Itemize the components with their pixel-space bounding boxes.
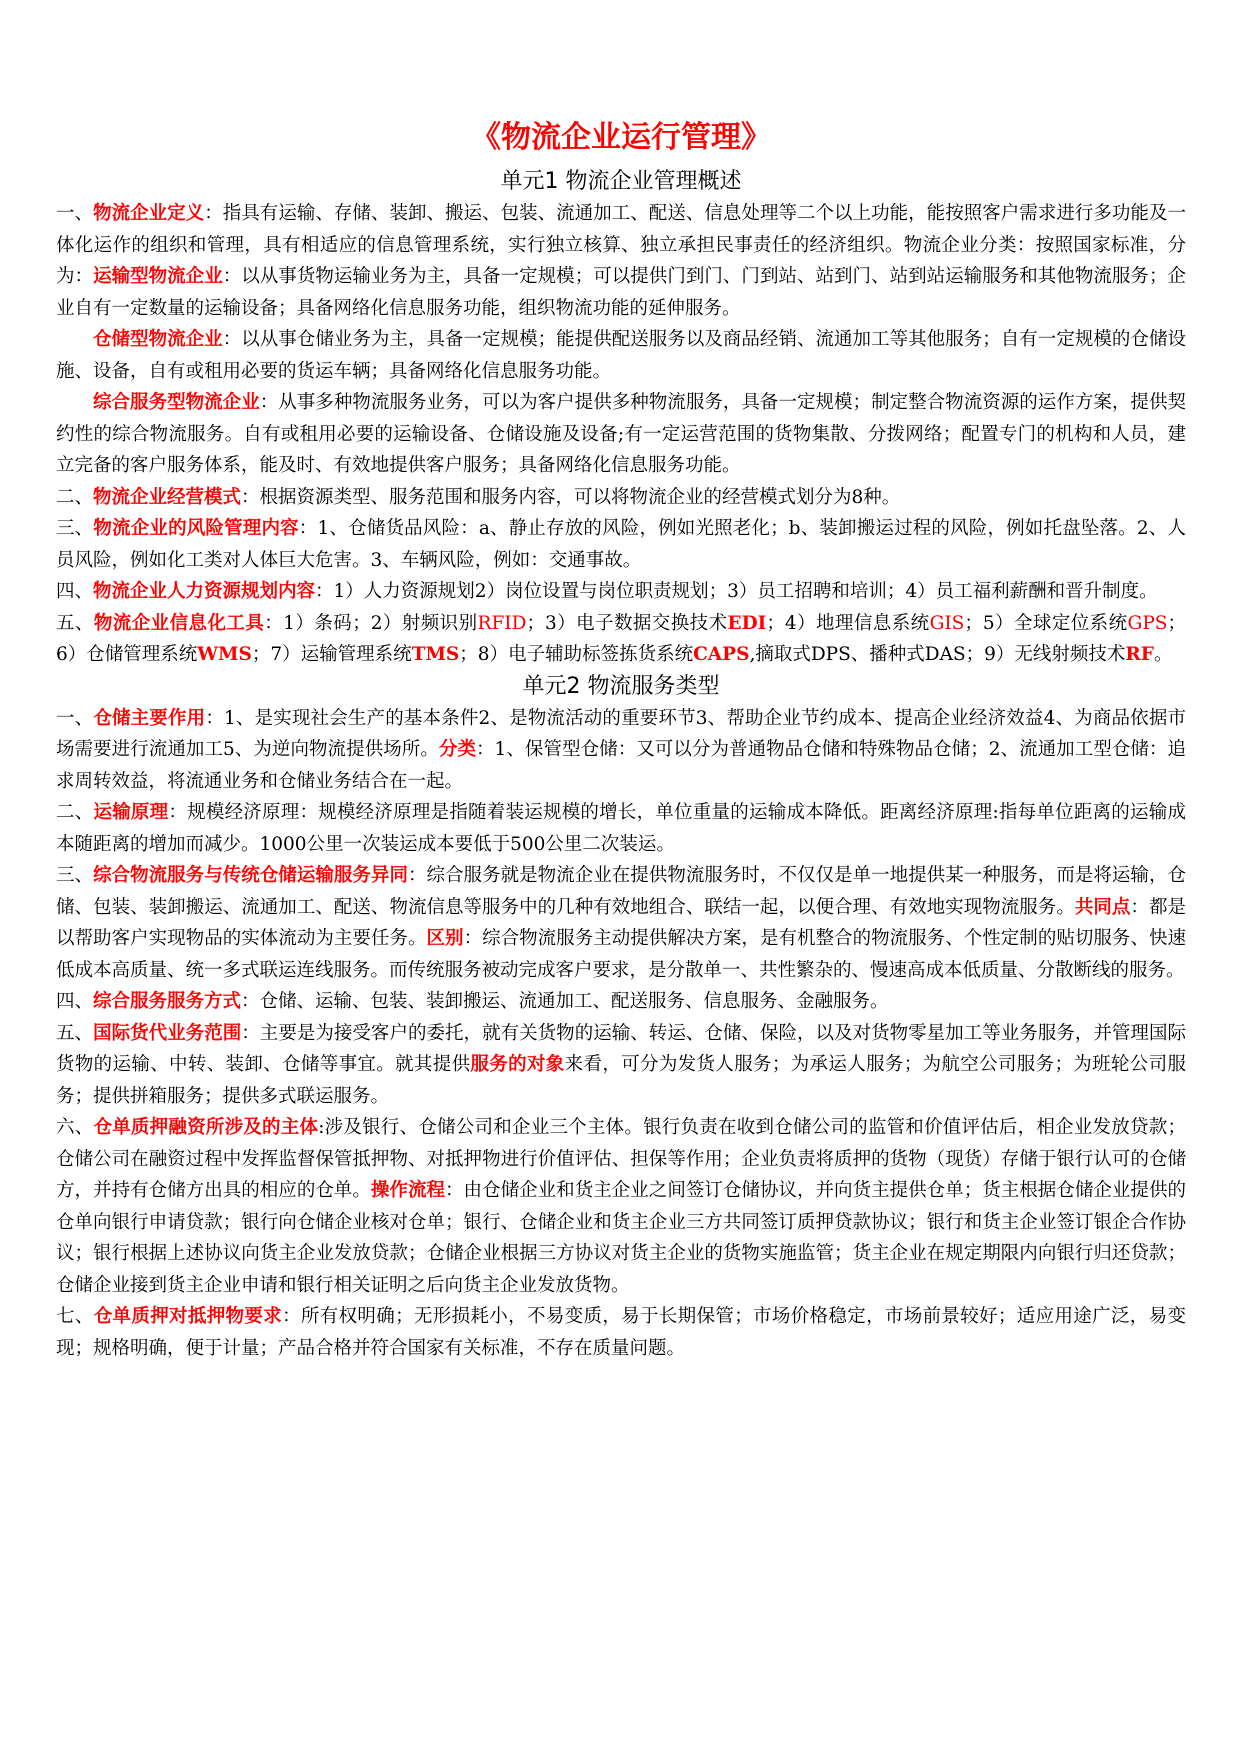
u2-p1-text2: ：1、保管型仓储：又可以分为普通物品仓储和特殊物品仓储；2、流通加工型仓储：追求周转效益，将流通业务和仓储业务结合在一起。 — [56, 739, 1186, 792]
u1-para-4 — [56, 482, 1186, 514]
u1-p7-seg8: ,摘取式DPS、播种式DAS；9）无线射频技术 — [749, 644, 1126, 665]
u2-p2-text: ：规模经济原理：规模经济原理是指随着装运规模的增长，单位重量的运输成本降低。距离经济原理:指每单位距离的运输成本随距离的增加而减少。1000公里一次装运成本要低于500公里二次装运。 — [56, 802, 1186, 855]
u1-p2-text: ：以从事仓储业务为主，具备一定规模；能提供配送服务以及商品经销、流通加工等其他服务；自有一定规模的仓储设施、设备，自有或租用必要的货运车辆；具备网络化信息服务功能。 — [56, 329, 1186, 382]
u1-p6-key: 物流企业人力资源规划内容 — [93, 581, 316, 602]
u1-p7-abbr-gis: GIS — [929, 612, 965, 634]
u2-p4-key: 综合服务服务方式 — [93, 991, 242, 1012]
u1-p6-num: 四、 — [56, 581, 94, 602]
u1-p7-abbr-edi: EDI — [727, 612, 767, 634]
u2-p1-key1: 仓储主要作用 — [93, 707, 206, 729]
u1-p5-key: 物流企业的风险管理内容 — [93, 518, 299, 539]
u1-p7-abbr-gps: GPS — [1127, 612, 1168, 634]
document-title: 《物流企业运行管理》 — [471, 120, 771, 155]
u2-p3-key2: 共同点 — [1074, 896, 1131, 918]
u1-p7-seg1: ：1）条码；2）射频识别 — [264, 612, 478, 634]
u1-p7-seg5: ；6）仓储管理系统 — [56, 612, 1186, 665]
u1-p7-key: 物流企业信息化工具 — [93, 612, 265, 634]
u1-p3-text: ：从事多种物流服务业务，可以为客户提供多种物流服务，具备一定规模；制定整合物流资源的运作方案，提供契约性的综合物流服务。自有或租用必要的运输设备、仓储设施及设备;有一定运营范围的货物集散、分拨网络；配置专门的机构和人员，建立完备的客户服务体系，能及时、有效地提供客户服务；具备网络化信息服务功能。 — [56, 392, 1186, 476]
u2-para-2 — [56, 797, 1186, 860]
u2-p6-text2: ：由仓储企业和货主企业之间签订仓储协议，并向货主提供仓单；货主根据仓储企业提供的仓单向银行申请贷款；银行向仓储企业核对仓单；银行、仓储企业和货主企业三方共同签订质押贷款协议；银行和货主企业签订银企合作协议；银行根据上述协议向货主企业发放贷款；仓储企业根据三方协议对货主企业的货物实施监管；货主企业在规定期限内向银行归还贷款；仓储企业接到货主企业申请和银行相关证明之后向货主企业发放货物。 — [56, 1180, 1186, 1296]
u1-p7-num: 五、 — [56, 612, 94, 634]
u1-para-3 — [56, 387, 1186, 482]
u2-para-1 — [56, 703, 1186, 798]
u1-p7-seg6: ；7）运输管理系统 — [251, 644, 412, 665]
u1-p7-seg4: ；5）全球定位系统 — [964, 612, 1128, 634]
u2-p6-text1: :涉及银行、仓储公司和企业三个主体。银行负责在收到仓储公司的监管和价值评估后，相企业发放贷款；仓储公司在融资过程中发挥监督保管抵押物、对抵押物进行价值评估、担保等作用；企业负责将质押的货物（现货）存储于银行认可的仓储方，并持有仓储方出具的相应的仓单。 — [56, 1117, 1186, 1201]
u2-p7-num: 七、 — [56, 1306, 94, 1327]
u2-p3-text1: ：综合服务就是物流企业在提供物流服务时，不仅仅是单一地提供某一种服务，而是将运输，仓储、包装、装卸搬运、流通加工、配送、物流信息等服务中的几种有效地组合、联结一起，以便合理、有效地实现物流服务。 — [56, 865, 1186, 918]
u1-p7-abbr-caps: CAPS — [693, 644, 750, 665]
u1-p1-key1: 物流企业定义 — [93, 203, 205, 224]
u1-p7-abbr-rf: RF — [1125, 644, 1154, 665]
u2-para-6 — [56, 1112, 1186, 1301]
u2-p6-key1: 仓单质押融资所涉及的主体 — [93, 1117, 319, 1138]
u2-p3-key1: 综合物流服务与传统仓储运输服务异同 — [93, 865, 408, 886]
u1-p4-text: ：根据资源类型、服务范围和服务内容，可以将物流企业的经营模式划分为8种。 — [241, 486, 901, 508]
u1-para-6 — [56, 576, 1186, 608]
u2-para-3 — [56, 860, 1186, 986]
u2-p4-num: 四、 — [56, 991, 94, 1012]
u2-p6-num: 六、 — [56, 1117, 94, 1138]
u1-p4-key: 物流企业经营模式 — [93, 486, 242, 508]
u1-p7-seg7: ；8）电子辅助标签拣货系统 — [459, 644, 694, 665]
u1-p7-abbr-tms: TMS — [411, 644, 460, 665]
u2-p2-num: 二、 — [56, 802, 94, 823]
u2-p3-num: 三、 — [56, 865, 94, 886]
u1-p2-key: 仓储型物流企业 — [93, 329, 223, 350]
u2-p5-text1: ：主要是为接受客户的委托，就有关货物的运输、转运、仓储、保险，以及对货物零星加工等业务服务，并管理国际货物的运输、中转、装卸、仓储等事宜。就其提供 — [56, 1022, 1186, 1075]
u2-p1-key2: 分类 — [438, 739, 476, 760]
u2-p2-key: 运输原理 — [93, 802, 169, 823]
u1-p7-seg2: ；3）电子数据交换技术 — [526, 612, 728, 634]
u1-para-7 — [56, 608, 1186, 671]
u2-p5-num: 五、 — [56, 1022, 94, 1044]
u1-p1-num: 一、 — [56, 203, 94, 224]
u2-p7-key: 仓单质押对抵押物要求 — [93, 1306, 283, 1327]
u1-p7-seg3: ；4）地理信息系统 — [766, 612, 930, 634]
u1-p7-seg9: 。 — [1153, 644, 1173, 665]
unit2-heading: 单元2 物流服务类型 — [522, 673, 720, 699]
u1-para-1 — [56, 198, 1186, 324]
u1-p4-num: 二、 — [56, 486, 94, 508]
u1-para-2 — [56, 324, 1186, 387]
u1-p1-text1: ：指具有运输、存储、装卸、搬运、包装、流通加工、配送、信息处理等二个以上功能，能按照客户需求进行多功能及一体化运作的组织和管理，具有相适应的信息管理系统，实行独立核算、独立承担民事责任的经济组织。物流企业分类：按照国家标准，分为： — [56, 203, 1186, 287]
u2-p3-text3: ：综合物流服务主动提供解决方案，是有机整合的物流服务、个性定制的贴切服务、快速低成本高质量、统一多式联运连线服务。而传统服务被动完成客户要求，是分散单一、共性繁杂的、慢速高成本低质量、分散断线的服务。 — [56, 928, 1186, 981]
u2-p7-text: ：所有权明确；无形损耗小，不易变质，易于长期保管；市场价格稳定，市场前景较好；适应用途广泛，易变现；规格明确，便于计量；产品合格并符合国家有关标准，不存在质量问题。 — [56, 1306, 1186, 1359]
u1-p7-abbr-wms: WMS — [197, 644, 252, 665]
u1-p1-key2: 运输型物流企业 — [93, 266, 223, 287]
u2-para-4 — [56, 986, 1186, 1018]
u1-p1-text2: ：以从事货物运输业务为主，具备一定规模；可以提供门到门、门到站、站到门、站到站运输服务和其他物流服务；企业自有一定数量的运输设备；具备网络化信息服务功能，组织物流功能的延伸服务。 — [56, 266, 1186, 319]
u2-p5-text2: 来看，可分为发货人服务；为承运人服务；为航空公司服务；为班轮公司服务；提供拼箱服务；提供多式联运服务。 — [56, 1054, 1186, 1107]
u2-p1-num: 一、 — [56, 707, 94, 729]
u1-p7-abbr-rfid: RFID — [477, 612, 527, 634]
unit1-heading: 单元1 物流企业管理概述 — [500, 169, 742, 194]
u2-p1-text1: ：1、是实现社会生产的基本条件2、是物流活动的重要环节3、帮助企业节约成本、提高企业经济效益4、为商品依据市场需要进行流通加工5、为逆向物流提供场所。 — [56, 707, 1186, 760]
u1-p3-key: 综合服务型物流企业 — [93, 392, 260, 413]
u2-p5-key1: 国际货代业务范围 — [93, 1022, 242, 1044]
u2-para-7 — [56, 1301, 1186, 1364]
u2-para-5 — [56, 1018, 1186, 1113]
u1-p5-num: 三、 — [56, 518, 94, 539]
u2-p4-text: ：仓储、运输、包装、装卸搬运、流通加工、配送服务、信息服务、金融服务。 — [241, 991, 889, 1012]
u1-p5-text: ：1、仓储货品风险：a、静止存放的风险，例如光照老化；b、装卸搬运过程的风险，例如托盘坠落。2、人员风险，例如化工类对人体巨大危害。3、车辆风险，例如：交通事故。 — [56, 518, 1186, 571]
u2-p5-key2: 服务的对象 — [470, 1054, 565, 1075]
u1-para-5 — [56, 513, 1186, 576]
u2-p6-key2: 操作流程 — [370, 1180, 446, 1201]
u2-p3-text2: ：都是以帮助客户实现物品的实体流动为主要任务。 — [56, 896, 1186, 949]
u1-p6-text: ：1）人力资源规划2）岗位设置与岗位职责规划；3）员工招聘和培训；4）员工福利薪酬和晋升制度。 — [315, 581, 1158, 602]
u2-p3-key3: 区别 — [426, 928, 464, 949]
document-page — [56, 118, 1186, 1364]
